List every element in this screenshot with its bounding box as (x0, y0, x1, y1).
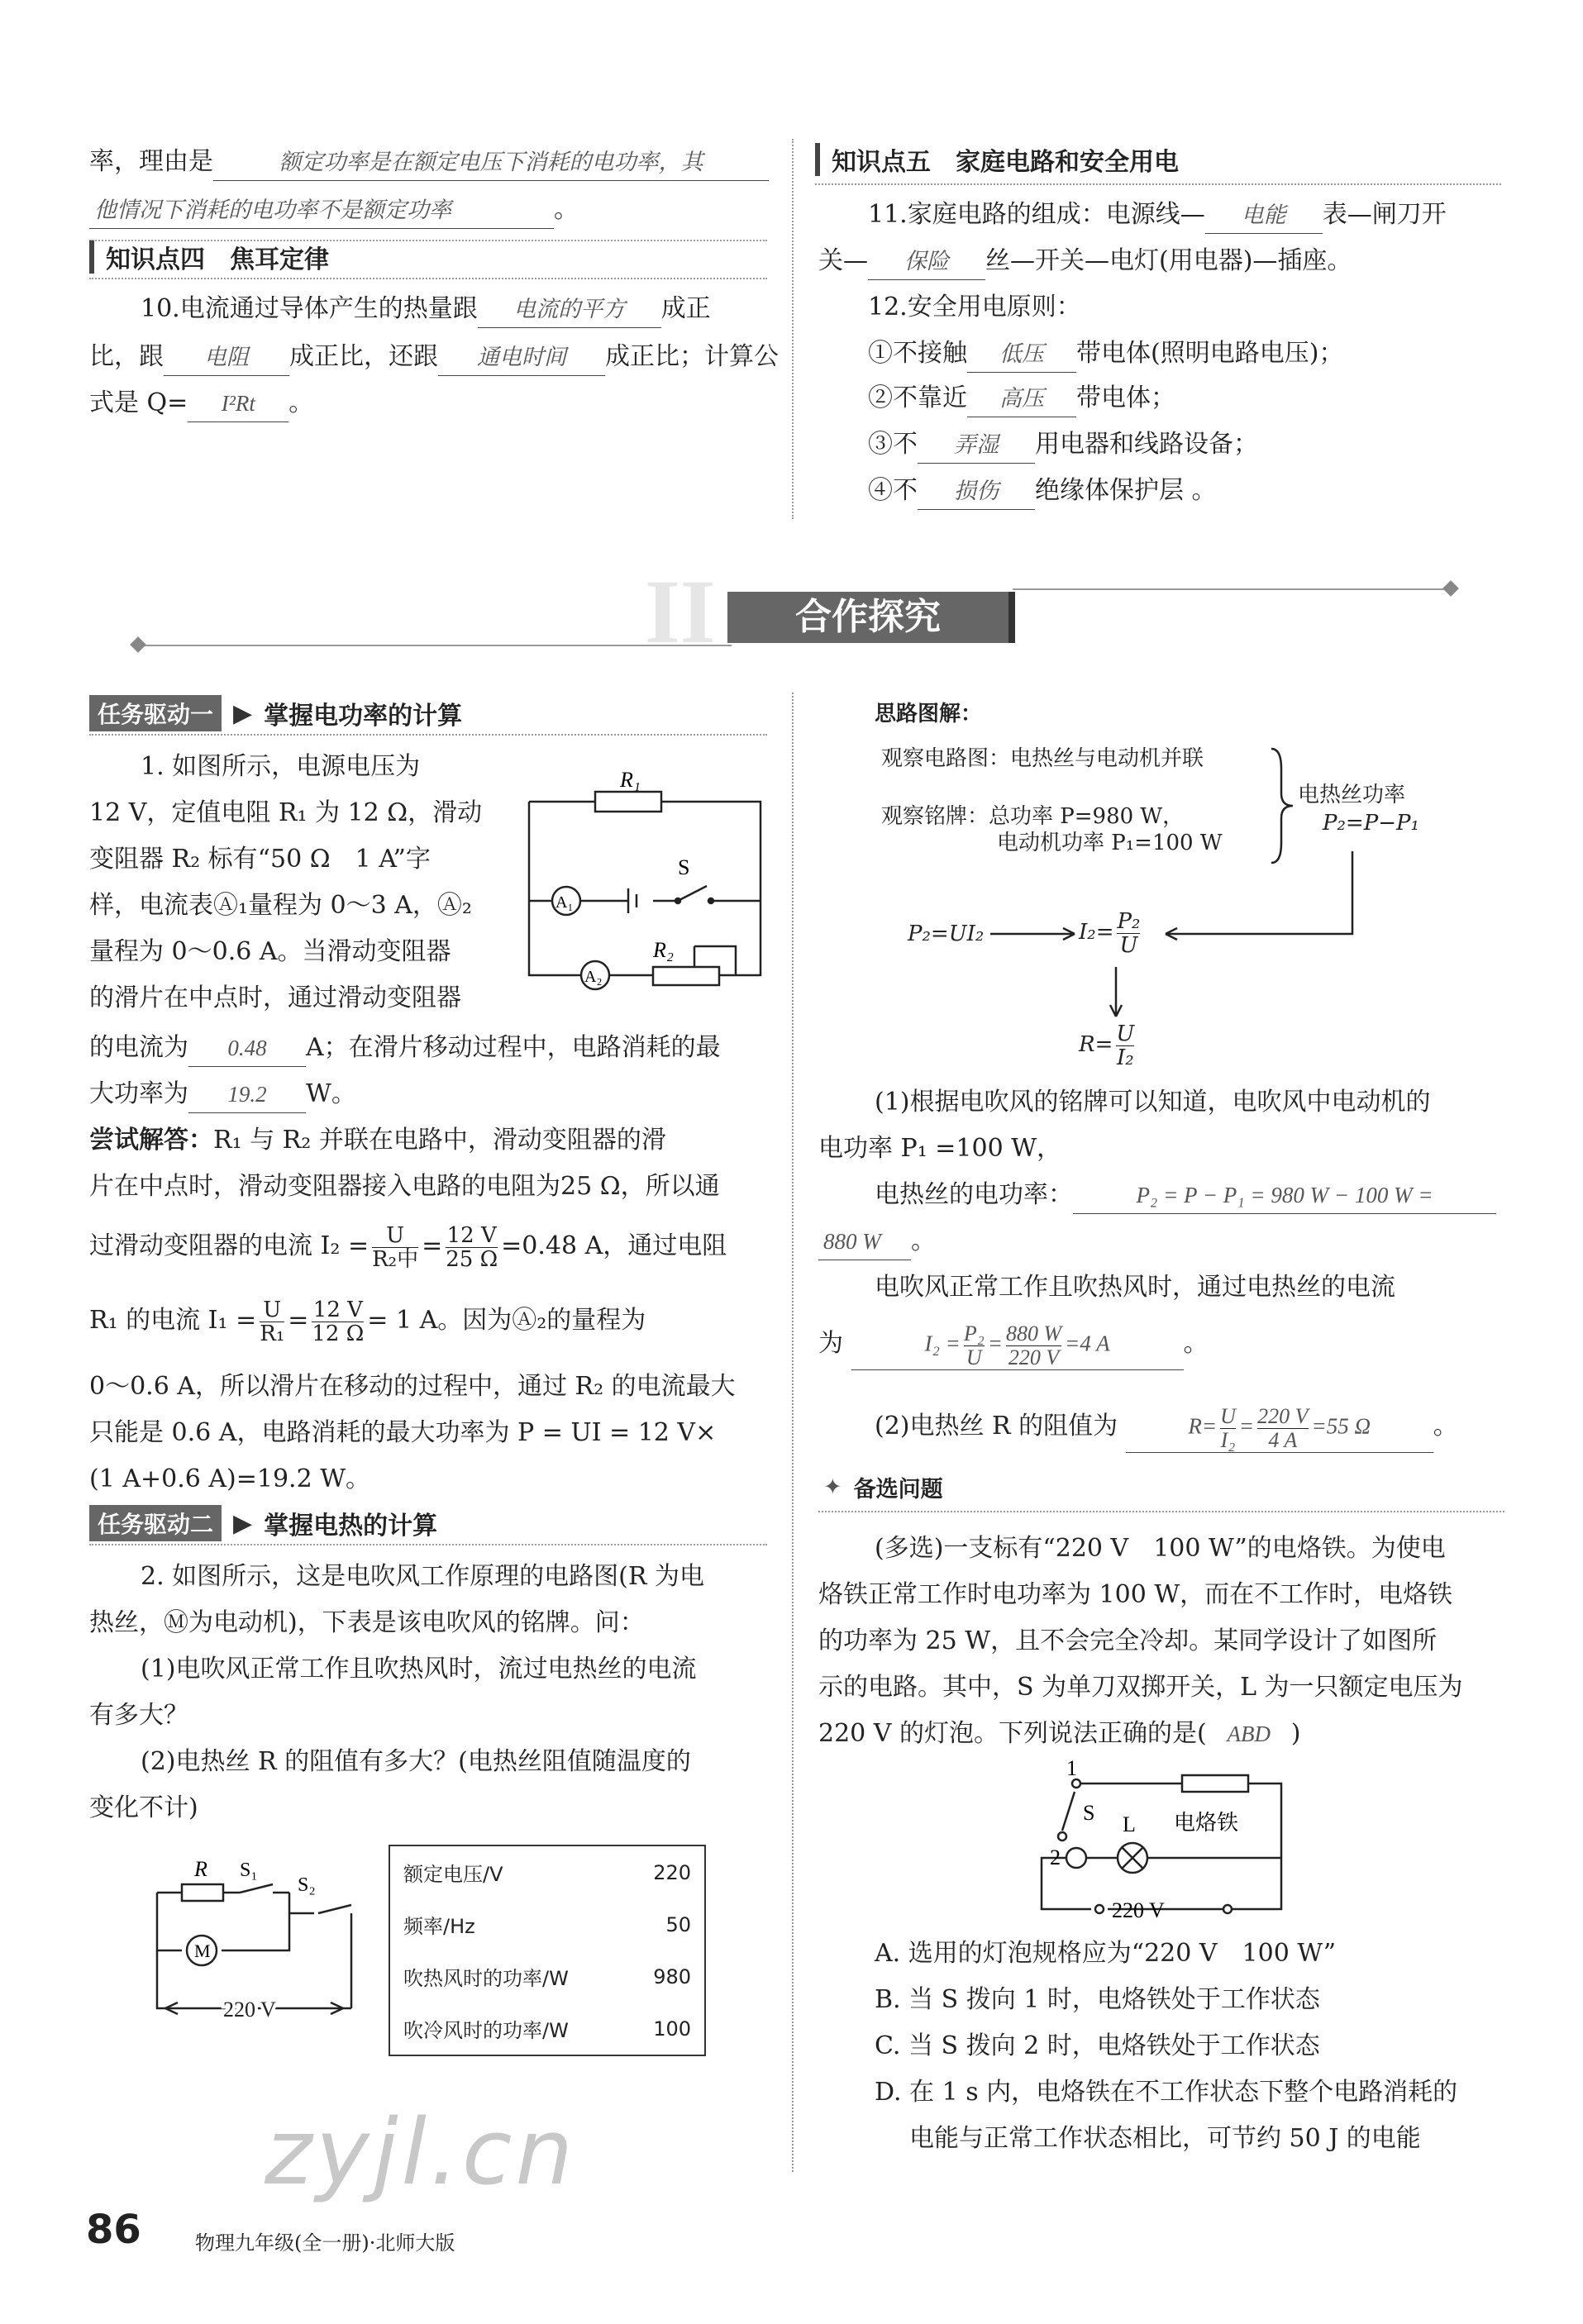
answer-blank[interactable]: 电流的平方 (478, 291, 661, 328)
reason-line-1: 率，理由是 额定功率是在额定电压下消耗的电功率，其 (89, 139, 769, 185)
q10-line-2: 比，跟 电阻 成正比，还跟 通电时间 成正比；计算公 (89, 334, 779, 380)
answer-blank[interactable]: 通电时间 (438, 339, 605, 376)
r1-label: R₁ (620, 768, 641, 792)
hairdryer-circuit (149, 1843, 364, 2033)
q11-line-1: 11.家庭电路的组成：电源线— 电能 表—闸刀开 (868, 192, 1447, 238)
lamp-l-label: L (1123, 1812, 1136, 1836)
answer-line-3: 电热丝的电功率： P₂ = P − P₁ = 980 W − 100 W = (875, 1172, 1496, 1218)
q10-line-1: 10.电流通过导体产生的热量跟 电流的平方 成正 (141, 286, 711, 332)
option-c[interactable]: C. 当 S 拨向 2 时，电烙铁处于工作状态 (875, 2031, 1320, 2060)
answer-blank[interactable]: R= $\frac{U}{\text{I₂}}$ = $\frac{220 V}{4 A}$ =55 Ω (1126, 1405, 1433, 1453)
observe-plate-1: 观察铭牌：总功率 P=980 W， (881, 804, 1185, 829)
node-1: 1 (1066, 1760, 1077, 1780)
answer-blank[interactable]: 损伤 (918, 473, 1035, 510)
solution-line-2: 片在中点时，滑动变阻器接入电路的电阻为25 Ω，所以通 (89, 1172, 720, 1201)
heater-power-label: 电热丝功率 (1298, 783, 1406, 807)
banner-rule-right (1013, 588, 1451, 590)
extra-header: ✦ 备选问题 (823, 1474, 943, 1503)
answer-blank[interactable]: 电能 (1205, 197, 1323, 234)
voltage-label: 220 V (223, 1998, 276, 2022)
diamond-icon (130, 636, 146, 653)
task1-line-8: 大功率为 19.2 W。 (89, 1071, 356, 1117)
node-2: 2 (1050, 1845, 1061, 1869)
formula-i2: I₂= $\frac{\text{P₂}}{U}$ (1079, 908, 1141, 958)
answer-blank[interactable]: 弄湿 (918, 426, 1035, 464)
iron-label: 电烙铁 (1174, 1811, 1239, 1836)
answer-line-5: 电吹风正常工作且吹热风时，通过电热丝的电流 (875, 1273, 1395, 1302)
answer-blank[interactable]: 他情况下消耗的电功率不是额定功率 (89, 192, 554, 229)
answer-blank[interactable]: P₂ = P − P₁ = 980 W − 100 W = (1073, 1177, 1496, 1214)
table-row: 额定电压/V 220 (403, 1860, 691, 1886)
answer-blank[interactable]: 电阻 (164, 339, 289, 376)
s-label: S (678, 855, 690, 879)
answer-line-2: 电功率 P₁ =100 W， (818, 1134, 1062, 1163)
answer-blank[interactable]: 19.2 (188, 1076, 306, 1113)
circuit-diagram-1 (513, 760, 777, 1008)
motor-label: M (194, 1941, 211, 1961)
nameplate-table (389, 1845, 706, 2056)
a1-label: A₁ (555, 893, 574, 912)
rule-4: ④不 损伤 绝缘体保护层 。 (868, 468, 1217, 514)
a2-label: A₂ (584, 968, 603, 986)
task1-header: 任务驱动一 ▶ 掌握电功率的计算 (89, 696, 462, 731)
answer-blank[interactable]: 额定功率是在额定电压下消耗的电功率，其 (213, 144, 769, 181)
answer-blank[interactable]: 880 W (818, 1223, 911, 1260)
s1-label: S₁ (240, 1860, 258, 1881)
rule-2: ②不靠近 高压 带电体； (868, 375, 1175, 421)
option-d-cont: 电能与正常工作状态相比，可节约 50 J 的电能 (909, 2124, 1421, 2153)
banner-rule-left (136, 645, 732, 646)
solution-line-3: 过滑动变阻器的电流 I₂ = $\frac{U}{\text{R₂中}}$ = $\frac{12 V}{25 \Omega}$ =0.48 A，通过电阻 (89, 1222, 727, 1272)
observe-circuit: 观察电路图：电热丝与电动机并联 (881, 746, 1204, 771)
answer-blank[interactable]: 低压 (967, 336, 1076, 373)
answer-blank[interactable]: 高压 (967, 380, 1076, 417)
answer-blank[interactable]: 保险 (868, 243, 985, 280)
iron-circuit (1025, 1760, 1298, 1926)
watermark: zyjl.cn (265, 2099, 577, 2205)
kp4-header: 知识点四 焦耳定律 (89, 240, 329, 274)
table-row: 吹冷风时的功率/W 100 (403, 2017, 691, 2042)
s2-label: S₂ (298, 1874, 316, 1896)
observe-plate-2: 电动机功率 P₁=100 W (997, 831, 1223, 855)
solution-line-7: (1 A+0.6 A)=19.2 W。 (89, 1464, 371, 1493)
reason-line-2: 他情况下消耗的电功率不是额定功率 。 (89, 187, 579, 233)
option-a[interactable]: A. 选用的灯泡规格应为“220 V 100 W” (875, 1939, 1337, 1968)
answer-blank[interactable]: I²Rt (188, 385, 288, 422)
section-roman: II (645, 561, 716, 662)
r-label: R (194, 1857, 207, 1881)
solution-line-5: 0～0.6 A，所以滑片在移动的过程中，通过 R₂ 的电流最大 (89, 1372, 736, 1401)
option-b[interactable]: B. 当 S 拨向 1 时，电烙铁处于工作状态 (875, 1985, 1320, 2014)
solution-line-6: 只能是 0.6 A，电路消耗的最大功率为 P = UI = 12 V× (89, 1418, 717, 1447)
page-number: 86 (86, 2207, 141, 2253)
brace-icon (1265, 744, 1298, 868)
section-title: 合作探究 (727, 592, 1015, 643)
task2-header: 任务驱动二 ▶ 掌握电热的计算 (89, 1506, 437, 1541)
q12-title: 12.安全用电原则： (868, 293, 1081, 321)
r2-label: R₂ (653, 938, 674, 962)
option-d[interactable]: D. 在 1 s 内，电烙铁在不工作状态下整个电路消耗的 (875, 2078, 1458, 2107)
q11-line-2: 关— 保险 丝—开关—电灯(用电器)—插座。 (818, 238, 1352, 284)
diamond-icon (1442, 580, 1459, 597)
formula-p2: P₂=UI₂ (908, 922, 985, 946)
kp5-header: 知识点五 家庭电路和安全用电 (815, 142, 1179, 177)
rule-1: ①不接触 低压 带电体(照明电路电压)； (868, 331, 1343, 377)
voltage-220: 220 V (1112, 1898, 1165, 1922)
switch-s-label: S (1083, 1801, 1095, 1825)
solution-line-4: R₁ 的电流 I₁ = $\frac{U}{\text{R₁}}$ = $\frac{12 V}{12 \Omega}$ = 1 A。因为Ⓐ₂的量程为 (89, 1297, 646, 1346)
book-title: 物理九年级(全一册)·北师大版 (195, 2231, 455, 2255)
answer-blank[interactable]: 0.48 (188, 1030, 306, 1067)
answer-line-4: 880 W 。 (818, 1218, 936, 1264)
task1-line-7: 的电流为 0.48 A；在滑片移动过程中，电路消耗的最 (89, 1025, 721, 1071)
thinking-title: 思路图解： (875, 702, 983, 726)
table-row: 频率/Hz 50 (403, 1912, 691, 1938)
heater-power-formula: P₂=P−P₁ (1323, 811, 1419, 836)
q10-line-3: 式是 Q= I²Rt 。 (89, 380, 313, 426)
answer-line-7: (2)电热丝 R 的阻值为 R= $\frac{U}{\text{I₂}}$ = $\frac{220 V}{4 A}$ =55 Ω 。 (875, 1404, 1458, 1453)
answer-line-6: 为 I₂ = $\frac{\text{P₂}}{U}$ = $\frac{880 W}{220 V}$ =4 A 。 (818, 1322, 1209, 1370)
solution-line-1: 尝试解答：R₁ 与 R₂ 并联在电路中，滑动变阻器的滑 (89, 1126, 666, 1155)
answer-blank[interactable]: I₂ = $\frac{\text{P₂}}{U}$ = $\frac{880 W}{220 V}$ =4 A (851, 1322, 1184, 1370)
answer-blank[interactable]: ABD (1227, 1722, 1271, 1746)
formula-r: R= $\frac{U}{\text{I₂}}$ (1079, 1021, 1135, 1070)
rule-3: ③不 弄湿 用电器和线路设备； (868, 421, 1258, 468)
table-row: 吹热风时的功率/W 980 (403, 1964, 691, 1990)
star-icon: ✦ (823, 1474, 842, 1500)
answer-line-1: (1)根据电吹风的铭牌可以知道，电吹风中电动机的 (875, 1088, 1431, 1117)
